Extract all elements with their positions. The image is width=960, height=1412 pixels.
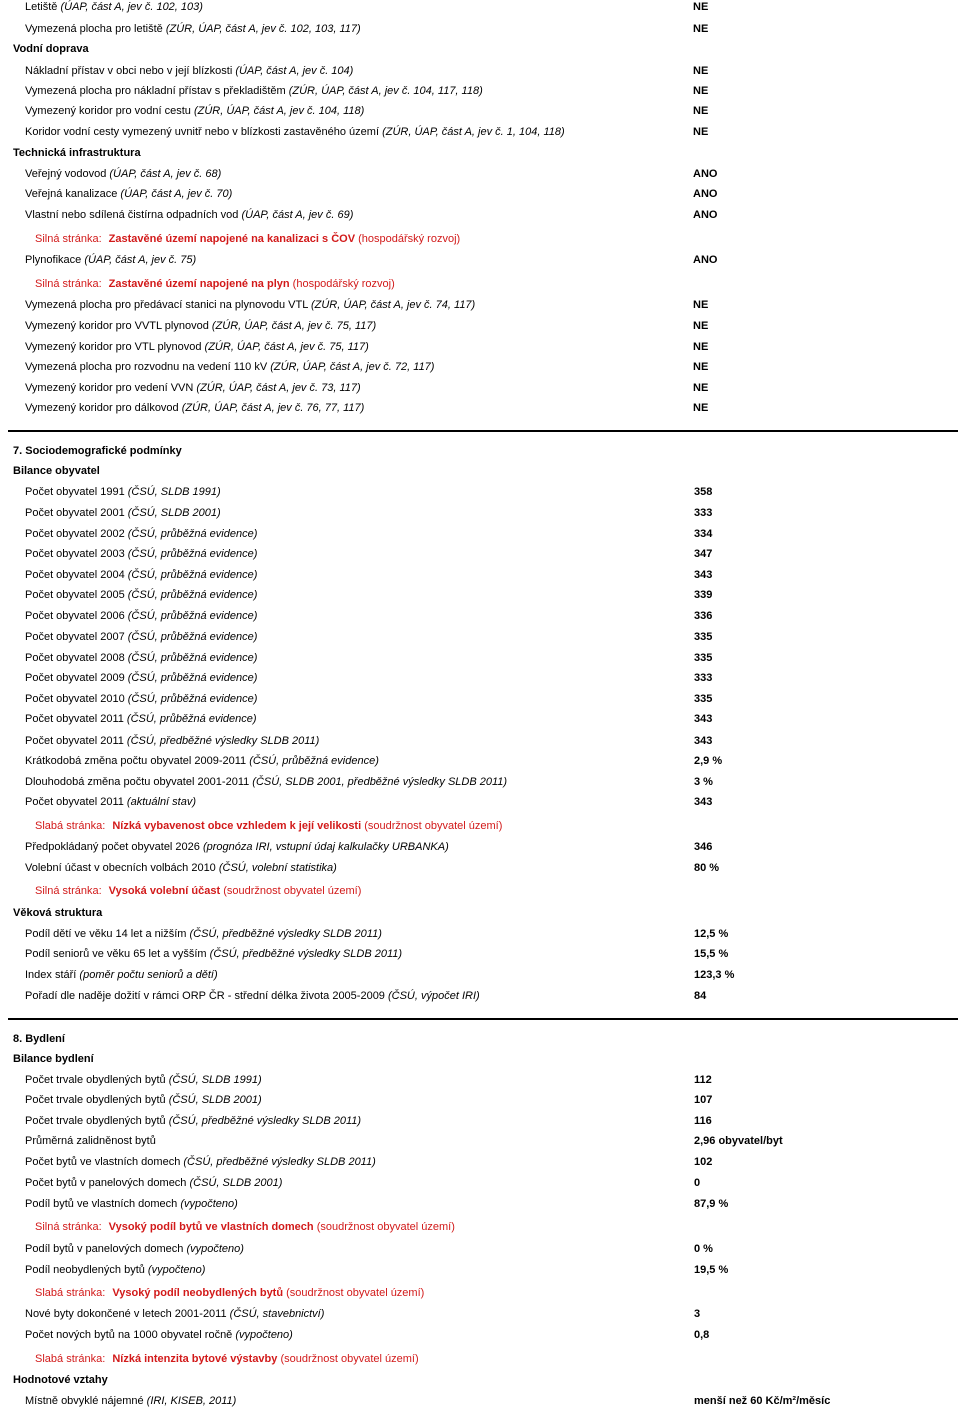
indicator-value: NE bbox=[693, 126, 709, 138]
subsection-heading: Věková struktura bbox=[13, 907, 103, 919]
indicator-name: Počet obyvatel 2008 bbox=[25, 652, 128, 664]
indicator-source: (ÚAP, část A, jev č. 69) bbox=[241, 209, 354, 221]
indicator-source: (ČSÚ, průběžná evidence) bbox=[127, 569, 258, 581]
indicator-name: Vymezený koridor pro VTL plynovod bbox=[25, 341, 205, 353]
indicator-value: 0,8 bbox=[694, 1329, 710, 1341]
indicator-source: (ČSÚ, SLDB 2001) bbox=[168, 1094, 262, 1106]
indicator-source: (vypočteno) bbox=[147, 1264, 206, 1276]
indicator-source: (ÚAP, část A, jev č. 70) bbox=[120, 188, 233, 200]
indicator-name: Nákladní přístav v obci nebo v její blízkosti bbox=[25, 65, 236, 77]
indicator-name: Plynofikace bbox=[25, 254, 85, 266]
indicator-source: (ČSÚ, průběžná evidence) bbox=[127, 672, 258, 684]
indicator-name: Podíl neobydlených bytů bbox=[25, 1264, 148, 1276]
indicator-value: 102 bbox=[694, 1156, 713, 1168]
indicator-label bbox=[25, 652, 257, 664]
indicator-source: (ČSÚ, průběžná evidence) bbox=[249, 755, 379, 767]
indicator-value: 80 % bbox=[694, 862, 720, 874]
swot-statement: Nízká vybavenost obce vzhledem k její velikosti bbox=[112, 820, 362, 832]
indicator-name: Místně obvyklé nájemné bbox=[25, 1395, 147, 1407]
indicator-label bbox=[25, 507, 221, 519]
swot-statement: Zastavěné území napojené na plyn bbox=[108, 278, 290, 290]
indicator-value: 116 bbox=[694, 1115, 712, 1127]
indicator-name: Počet obyvatel 2004 bbox=[25, 569, 128, 581]
indicator-label bbox=[25, 755, 379, 767]
subsection-heading: Bilance bydlení bbox=[13, 1053, 94, 1065]
indicator-source: (ČSÚ, SLDB 2001, předběžné výsledky SLDB 2011) bbox=[252, 776, 508, 788]
indicator-name: Veřejný vodovod bbox=[25, 168, 110, 180]
indicator-value: ANO bbox=[693, 209, 718, 221]
swot-note bbox=[35, 277, 395, 291]
indicator-value: ANO bbox=[693, 168, 718, 180]
indicator-value: 343 bbox=[694, 569, 713, 581]
indicator-name: Vlastní nebo sdílená čistírna odpadních vod bbox=[25, 209, 242, 221]
indicator-source: (poměr počtu seniorů a dětí) bbox=[79, 969, 218, 981]
indicator-name: Veřejná kanalizace bbox=[25, 188, 121, 200]
indicator-name: Nové byty dokončené v letech 2001-2011 bbox=[25, 1308, 230, 1320]
indicator-name: Letiště bbox=[25, 1, 61, 13]
indicator-source: (ČSÚ, předběžné výsledky SLDB 2011) bbox=[168, 1115, 362, 1127]
indicator-name: Vymezená plocha pro předávací stanici na plynovodu VTL bbox=[25, 299, 311, 311]
indicator-value: 343 bbox=[694, 713, 713, 725]
indicator-source: (ÚAP, část A, jev č. 102, 103) bbox=[60, 1, 203, 13]
indicator-label bbox=[25, 254, 196, 266]
swot-statement: Nízká intenzita bytové výstavby bbox=[112, 1353, 278, 1365]
indicator-source: (ZÚR, ÚAP, část A, jev č. 1, 104, 118) bbox=[382, 126, 565, 138]
indicator-value: 15,5 % bbox=[694, 948, 729, 960]
indicator-name: Podíl dětí ve věku 14 let a nižším bbox=[25, 928, 190, 940]
indicator-source: (ČSÚ, předběžné výsledky SLDB 2011) bbox=[209, 948, 403, 960]
indicator-source: (ÚAP, část A, jev č. 104) bbox=[235, 65, 354, 77]
indicator-name: Koridor vodní cesty vymezený uvnitř nebo v blízkosti zastavěného území bbox=[25, 126, 383, 138]
indicator-source: (vypočteno) bbox=[180, 1198, 238, 1210]
indicator-source: (IRI, KISEB, 2011) bbox=[146, 1395, 237, 1407]
indicator-name: Počet obyvatel 1991 bbox=[25, 486, 128, 498]
indicator-value: NE bbox=[693, 341, 709, 353]
indicator-source: (ČSÚ, průběžná evidence) bbox=[127, 631, 258, 643]
swot-statement: Vysoký podíl neobydlených bytů bbox=[112, 1287, 284, 1299]
indicator-source: (ČSÚ, výpočet IRI) bbox=[387, 990, 480, 1002]
indicator-source: (ZÚR, ÚAP, část A, jev č. 104, 118) bbox=[193, 105, 365, 117]
swot-kind: Slabá stránka: bbox=[35, 1353, 106, 1365]
swot-category: (soudržnost obyvatel území) bbox=[361, 820, 503, 832]
swot-category: (hospodářský rozvoj) bbox=[355, 233, 461, 245]
subsection-heading: Bilance obyvatel bbox=[13, 465, 100, 477]
indicator-name: Počet obyvatel 2003 bbox=[25, 548, 128, 560]
indicator-name: Volební účast v obecních volbách 2010 bbox=[25, 862, 219, 874]
indicator-label bbox=[25, 1074, 262, 1086]
indicator-source: (ČSÚ, SLDB 1991) bbox=[168, 1074, 262, 1086]
indicator-value: 0 bbox=[694, 1177, 701, 1189]
indicator-value: 3 bbox=[694, 1308, 701, 1320]
indicator-value: NE bbox=[693, 85, 709, 97]
indicator-label bbox=[25, 969, 218, 981]
indicator-name: Podíl seniorů ve věku 65 let a vyšším bbox=[25, 948, 210, 960]
indicator-label bbox=[25, 735, 319, 747]
indicator-name: Vymezený koridor pro vedení VVN bbox=[25, 382, 197, 394]
indicator-label bbox=[25, 320, 376, 332]
indicator-value: NE bbox=[693, 402, 709, 414]
swot-note bbox=[35, 232, 460, 246]
indicator-name: Vymezená plocha pro letiště bbox=[25, 23, 166, 35]
indicator-value: 336 bbox=[694, 610, 713, 622]
indicator-name: Počet trvale obydlených bytů bbox=[25, 1115, 169, 1127]
swot-category: (soudržnost obyvatel území) bbox=[220, 885, 362, 897]
indicator-label bbox=[25, 168, 221, 180]
indicator-label bbox=[25, 862, 337, 874]
indicator-source: (ČSÚ, SLDB 2001) bbox=[127, 507, 221, 519]
indicator-value: 84 bbox=[694, 990, 707, 1002]
indicator-label bbox=[25, 928, 382, 940]
indicator-label bbox=[25, 382, 361, 394]
section-divider bbox=[8, 1018, 958, 1020]
indicator-value: 334 bbox=[694, 528, 713, 540]
indicator-name: Vymezený koridor pro VVTL plynovod bbox=[25, 320, 212, 332]
indicator-name: Počet obyvatel 2010 bbox=[25, 693, 128, 705]
indicator-source: (ZÚR, ÚAP, část A, jev č. 76, 77, 117) bbox=[181, 402, 365, 414]
indicator-name: Počet bytů ve vlastních domech bbox=[25, 1156, 184, 1168]
indicator-source: (ČSÚ, předběžné výsledky SLDB 2011) bbox=[183, 1156, 376, 1168]
swot-category: (hospodářský rozvoj) bbox=[289, 278, 395, 290]
indicator-name: Počet trvale obydlených bytů bbox=[25, 1094, 169, 1106]
section-divider bbox=[8, 430, 958, 432]
indicator-label bbox=[25, 631, 257, 643]
indicator-name: Počet obyvatel 2009 bbox=[25, 672, 128, 684]
indicator-source: (ČSÚ, průběžná evidence) bbox=[127, 528, 258, 540]
indicator-label bbox=[25, 1, 203, 13]
indicator-name: Vymezená plocha pro rozvodnu na vedení 110 kV bbox=[25, 361, 271, 373]
indicator-label bbox=[25, 361, 434, 373]
swot-category: (soudržnost obyvatel území) bbox=[313, 1221, 455, 1233]
indicator-label bbox=[25, 548, 257, 560]
indicator-source: (ČSÚ, stavebnictví) bbox=[229, 1308, 325, 1320]
indicator-value: 19,5 % bbox=[694, 1264, 729, 1276]
indicator-name: Počet bytů v panelových domech bbox=[25, 1177, 190, 1189]
indicator-label bbox=[25, 990, 480, 1002]
indicator-label bbox=[25, 672, 257, 684]
indicator-name: Předpokládaný počet obyvatel 2026 bbox=[25, 841, 203, 853]
indicator-label bbox=[25, 569, 257, 581]
indicator-value: 107 bbox=[694, 1094, 713, 1106]
indicator-source: (vypočteno) bbox=[186, 1243, 244, 1255]
indicator-label bbox=[25, 713, 257, 725]
indicator-source: (vypočteno) bbox=[235, 1329, 293, 1341]
indicator-source: (ČSÚ, volební statistika) bbox=[218, 862, 337, 874]
indicator-value: 335 bbox=[694, 693, 713, 705]
swot-note bbox=[35, 884, 361, 898]
indicator-value: NE bbox=[693, 23, 709, 35]
swot-kind: Slabá stránka: bbox=[35, 820, 106, 832]
indicator-name: Počet trvale obydlených bytů bbox=[25, 1074, 169, 1086]
swot-statement: Vysoká volební účast bbox=[108, 885, 221, 897]
swot-category: (soudržnost obyvatel území) bbox=[283, 1287, 425, 1299]
swot-note bbox=[35, 1220, 455, 1234]
indicator-value: NE bbox=[693, 1, 709, 13]
indicator-name: Pořadí dle naděje dožití v rámci ORP ČR - střední délka života 2005-2009 bbox=[25, 990, 388, 1002]
indicator-label bbox=[25, 188, 232, 200]
indicator-source: (ZÚR, ÚAP, část A, jev č. 102, 103, 117) bbox=[165, 23, 361, 35]
indicator-source: (aktuální stav) bbox=[126, 796, 197, 808]
indicator-value: NE bbox=[693, 320, 709, 332]
indicator-name: Průměrná zalidněnost bytů bbox=[25, 1135, 156, 1147]
indicator-name: Počet obyvatel 2006 bbox=[25, 610, 128, 622]
indicator-label bbox=[25, 528, 257, 540]
indicator-label bbox=[25, 1135, 156, 1147]
indicator-value: NE bbox=[693, 382, 709, 394]
swot-note bbox=[35, 819, 502, 833]
section-heading: 7. Sociodemografické podmínky bbox=[13, 445, 182, 457]
indicator-source: (ČSÚ, předběžné výsledky SLDB 2011) bbox=[126, 735, 320, 747]
indicator-value: ANO bbox=[693, 254, 718, 266]
indicator-value: 343 bbox=[694, 735, 713, 747]
indicator-label bbox=[25, 1094, 262, 1106]
indicator-source: (ZÚR, ÚAP, část A, jev č. 74, 117) bbox=[310, 299, 476, 311]
indicator-label bbox=[25, 341, 369, 353]
swot-kind: Silná stránka: bbox=[35, 1221, 102, 1233]
swot-kind: Silná stránka: bbox=[35, 885, 102, 897]
indicator-value: NE bbox=[693, 361, 709, 373]
indicator-source: (ČSÚ, předběžné výsledky SLDB 2011) bbox=[189, 928, 382, 940]
indicator-name: Počet obyvatel 2011 bbox=[25, 796, 127, 808]
indicator-label bbox=[25, 610, 257, 622]
subsection-heading: Vodní doprava bbox=[13, 43, 89, 55]
subsection-heading: Technická infrastruktura bbox=[13, 147, 141, 159]
indicator-source: (prognóza IRI, vstupní údaj kalkulačky URBANKA) bbox=[202, 841, 449, 853]
indicator-label bbox=[25, 693, 257, 705]
indicator-value: 358 bbox=[694, 486, 713, 498]
indicator-label bbox=[25, 1395, 236, 1407]
subsection-heading: Hodnotové vztahy bbox=[13, 1374, 108, 1386]
indicator-value: NE bbox=[693, 299, 709, 311]
indicator-label bbox=[25, 1243, 244, 1255]
indicator-name: Dlouhodobá změna počtu obyvatel 2001-2011 bbox=[25, 776, 253, 788]
indicator-name: Vymezený koridor pro vodní cestu bbox=[25, 105, 194, 117]
indicator-source: (ÚAP, část A, jev č. 75) bbox=[84, 254, 197, 266]
section-heading: 8. Bydlení bbox=[13, 1033, 65, 1045]
indicator-label bbox=[25, 65, 353, 77]
swot-category: (soudržnost obyvatel území) bbox=[277, 1353, 419, 1365]
indicator-source: (ČSÚ, průběžná evidence) bbox=[127, 589, 258, 601]
indicator-value: 87,9 % bbox=[694, 1198, 729, 1210]
indicator-label bbox=[25, 299, 475, 311]
indicator-label bbox=[25, 209, 353, 221]
indicator-source: (ČSÚ, průběžná evidence) bbox=[127, 652, 258, 664]
indicator-value: 112 bbox=[694, 1074, 712, 1086]
indicator-label bbox=[25, 1198, 238, 1210]
indicator-label bbox=[25, 126, 565, 138]
indicator-label bbox=[25, 776, 507, 788]
indicator-label bbox=[25, 85, 483, 97]
indicator-label bbox=[25, 589, 257, 601]
indicator-label bbox=[25, 105, 364, 117]
indicator-value: 346 bbox=[694, 841, 713, 853]
indicator-value: 333 bbox=[694, 672, 713, 684]
swot-note bbox=[35, 1352, 419, 1366]
indicator-name: Podíl bytů ve vlastních domech bbox=[25, 1198, 181, 1210]
indicator-value: 347 bbox=[694, 548, 713, 560]
swot-statement: Zastavěné území napojené na kanalizaci s ČOV bbox=[108, 233, 356, 245]
indicator-value: 0 % bbox=[694, 1243, 713, 1255]
indicator-value: 2,9 % bbox=[694, 755, 723, 767]
indicator-name: Vymezená plocha pro nákladní přístav s překladištěm bbox=[25, 85, 289, 97]
indicator-label bbox=[25, 1329, 293, 1341]
indicator-source: (ČSÚ, SLDB 2001) bbox=[189, 1177, 283, 1189]
indicator-label bbox=[25, 1115, 361, 1127]
indicator-source: (ČSÚ, průběžná evidence) bbox=[127, 548, 258, 560]
indicator-name: Krátkodobá změna počtu obyvatel 2009-2011 bbox=[25, 755, 250, 767]
indicator-source: (ČSÚ, průběžná evidence) bbox=[127, 693, 258, 705]
indicator-value: ANO bbox=[693, 188, 718, 200]
indicator-label bbox=[25, 1177, 282, 1189]
indicator-value: 3 % bbox=[694, 776, 713, 788]
indicator-source: (ÚAP, část A, jev č. 68) bbox=[109, 168, 222, 180]
indicator-value: 333 bbox=[694, 507, 713, 519]
indicator-value: NE bbox=[693, 105, 709, 117]
indicator-name: Počet obyvatel 2011 bbox=[25, 713, 127, 725]
indicator-name: Počet obyvatel 2005 bbox=[25, 589, 128, 601]
indicator-name: Počet obyvatel 2011 bbox=[25, 735, 127, 747]
indicator-source: (ZÚR, ÚAP, část A, jev č. 72, 117) bbox=[270, 361, 435, 373]
indicator-label bbox=[25, 841, 449, 853]
indicator-source: (ZÚR, ÚAP, část A, jev č. 75, 117) bbox=[204, 341, 369, 353]
swot-kind: Silná stránka: bbox=[35, 278, 102, 290]
indicator-name: Počet obyvatel 2001 bbox=[25, 507, 128, 519]
indicator-label bbox=[25, 1156, 376, 1168]
indicator-label bbox=[25, 23, 361, 35]
indicator-name: Počet nových bytů na 1000 obyvatel ročně bbox=[25, 1329, 236, 1341]
indicator-value: menší než 60 Kč/m²/měsíc bbox=[694, 1395, 831, 1407]
indicator-name: Podíl bytů v panelových domech bbox=[25, 1243, 187, 1255]
indicator-value: NE bbox=[693, 65, 709, 77]
indicator-label bbox=[25, 1264, 205, 1276]
swot-note bbox=[35, 1286, 424, 1300]
indicator-source: (ČSÚ, průběžná evidence) bbox=[126, 713, 257, 725]
indicator-label bbox=[25, 948, 402, 960]
swot-kind: Slabá stránka: bbox=[35, 1287, 106, 1299]
indicator-name: Počet obyvatel 2007 bbox=[25, 631, 128, 643]
indicator-source: (ČSÚ, průběžná evidence) bbox=[127, 610, 258, 622]
indicator-label bbox=[25, 796, 196, 808]
swot-kind: Silná stránka: bbox=[35, 233, 102, 245]
indicator-value: 123,3 % bbox=[694, 969, 735, 981]
indicator-value: 335 bbox=[694, 652, 713, 664]
indicator-value: 343 bbox=[694, 796, 713, 808]
indicator-source: (ZÚR, ÚAP, část A, jev č. 73, 117) bbox=[196, 382, 361, 394]
indicator-value: 2,96 obyvatel/byt bbox=[694, 1135, 783, 1147]
indicator-name: Vymezený koridor pro dálkovod bbox=[25, 402, 182, 414]
indicator-value: 335 bbox=[694, 631, 713, 643]
indicator-value: 12,5 % bbox=[694, 928, 729, 940]
indicator-source: (ZÚR, ÚAP, část A, jev č. 75, 117) bbox=[211, 320, 377, 332]
indicator-source: (ZÚR, ÚAP, část A, jev č. 104, 117, 118) bbox=[288, 85, 483, 97]
indicator-value: 339 bbox=[694, 589, 713, 601]
indicator-label bbox=[25, 1308, 324, 1320]
indicator-label bbox=[25, 486, 221, 498]
indicator-name: Index stáří bbox=[25, 969, 80, 981]
swot-statement: Vysoký podíl bytů ve vlastních domech bbox=[108, 1221, 314, 1233]
indicator-source: (ČSÚ, SLDB 1991) bbox=[127, 486, 221, 498]
indicator-name: Počet obyvatel 2002 bbox=[25, 528, 128, 540]
indicator-label bbox=[25, 402, 364, 414]
